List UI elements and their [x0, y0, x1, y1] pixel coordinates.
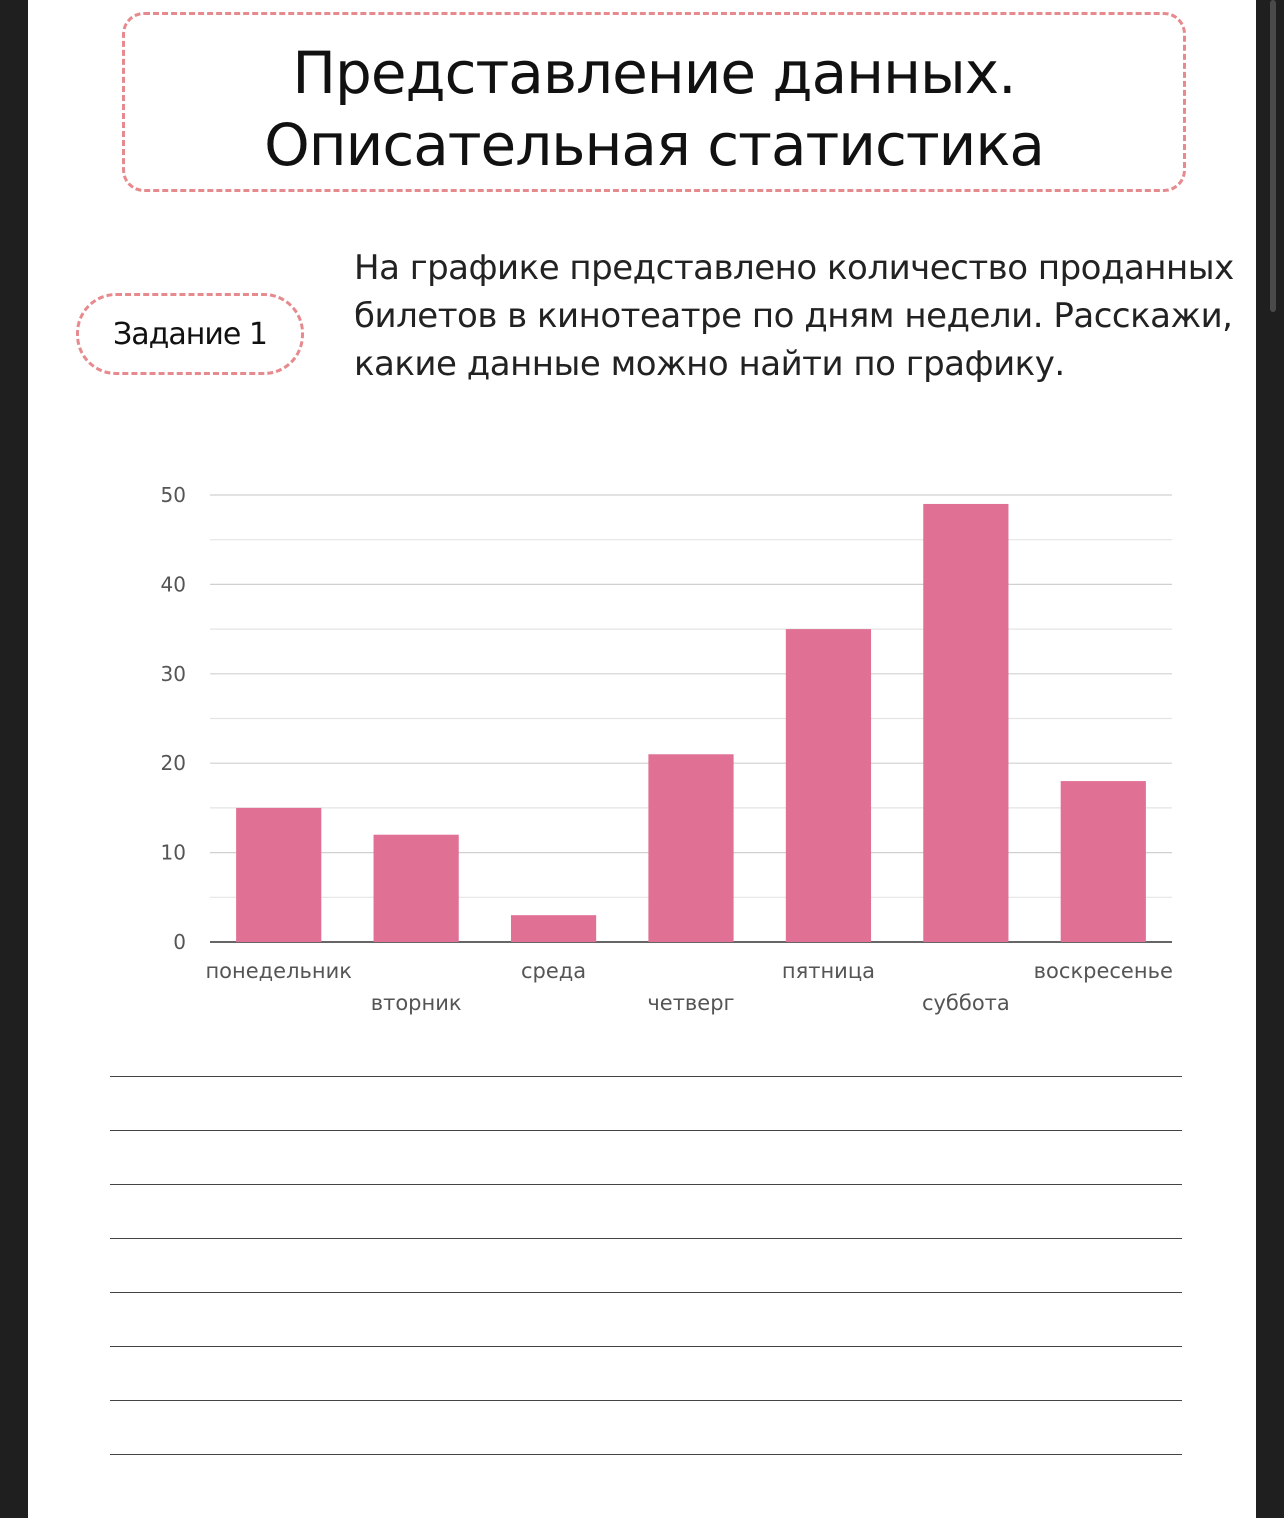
- x-tick-label: воскресенье: [1033, 959, 1173, 983]
- bar-3: [648, 754, 733, 942]
- title-line-1: Представление данных.: [292, 39, 1016, 107]
- bar-2: [511, 915, 596, 942]
- y-tick-label: 0: [173, 930, 186, 954]
- scrollbar[interactable]: [1264, 0, 1284, 1518]
- tickets-bar-chart: [28, 0, 1256, 1040]
- task-badge-label: Задание 1: [113, 316, 267, 352]
- bar-4: [786, 629, 871, 942]
- y-tick-label: 20: [160, 751, 186, 776]
- bar-1: [374, 835, 459, 942]
- y-axis-ticks: [161, 483, 186, 954]
- x-tick-label: четверг: [647, 991, 735, 1015]
- y-tick-label: 30: [160, 661, 186, 686]
- y-tick-label: 50: [160, 483, 186, 507]
- title-line-2: Описательная статистика: [264, 111, 1044, 179]
- x-tick-label: среда: [520, 959, 587, 983]
- answer-line: [110, 1454, 1182, 1455]
- x-tick-label: суббота: [921, 991, 1010, 1015]
- chart-bars: [236, 504, 1146, 942]
- bar-6: [1061, 781, 1146, 942]
- answer-lines: [110, 1076, 1182, 1508]
- task-description: На графике представлено количество проданных билетов в кинотеатре по дням недели. Расскажи, какие данные можно найти по графику.: [354, 248, 1234, 384]
- scrollbar-thumb[interactable]: [1270, 0, 1276, 312]
- answer-line: [110, 1184, 1182, 1185]
- x-tick-label: вторник: [370, 991, 462, 1015]
- worksheet-page: [28, 0, 1256, 1518]
- answer-line: [110, 1292, 1182, 1293]
- answer-line: [110, 1130, 1182, 1131]
- y-tick-label: 40: [160, 572, 186, 597]
- answer-line: [110, 1238, 1182, 1239]
- answer-line: [110, 1346, 1182, 1347]
- bar-0: [236, 808, 321, 942]
- answer-line: [110, 1400, 1182, 1401]
- x-axis-ticks: [205, 959, 1172, 1015]
- y-tick-label: 10: [160, 840, 186, 865]
- x-tick-label: понедельник: [205, 959, 352, 983]
- x-tick-label: пятница: [781, 959, 875, 983]
- bar-5: [923, 504, 1008, 942]
- answer-line: [110, 1076, 1182, 1077]
